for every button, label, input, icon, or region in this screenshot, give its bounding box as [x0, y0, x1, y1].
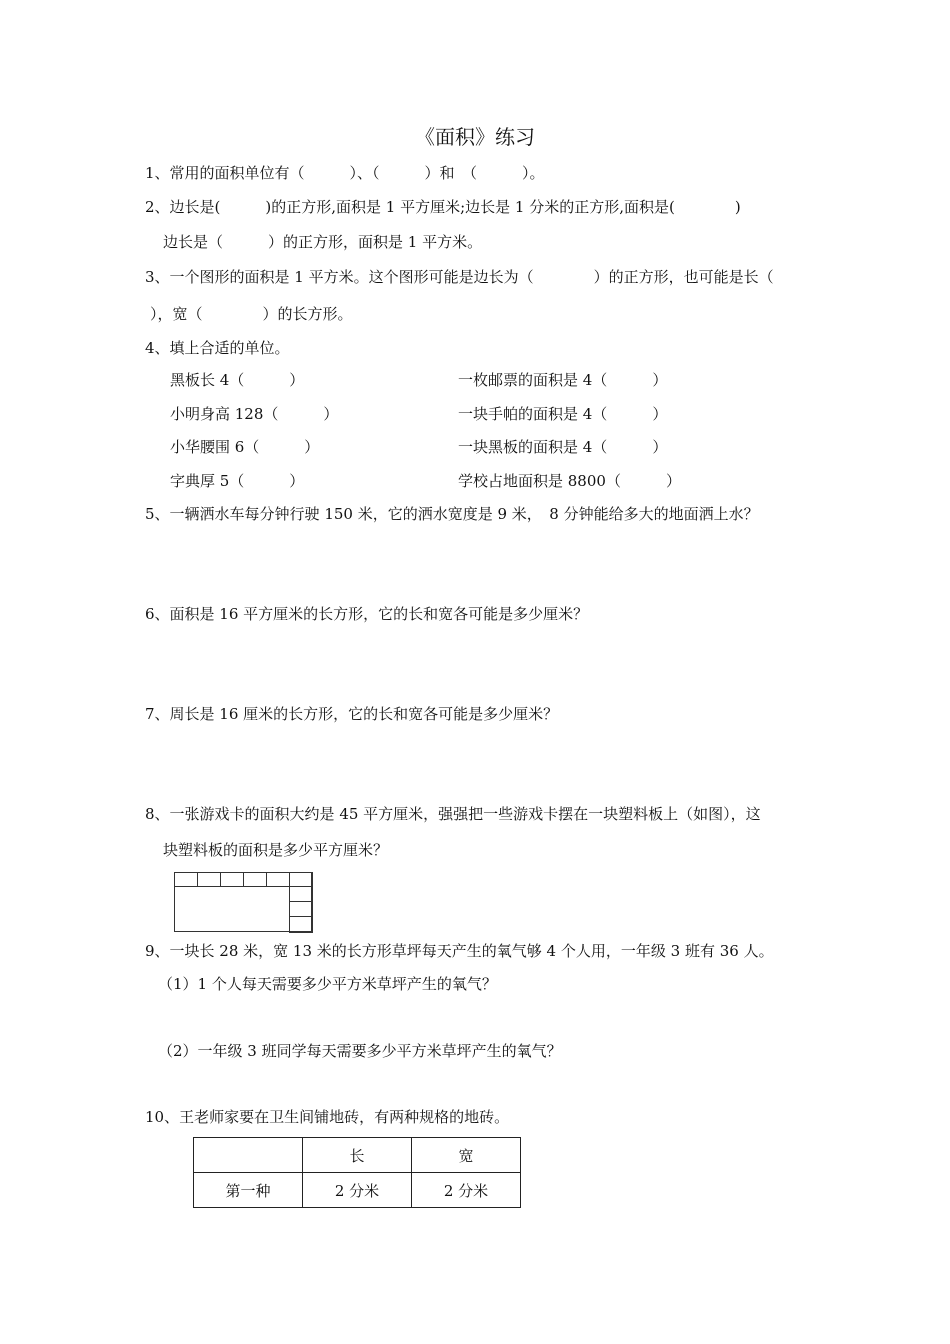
question-4-item: 字典厚 5（ ） [170, 472, 305, 490]
card-cell [220, 872, 244, 887]
card-cell [289, 886, 313, 902]
question-3-line-1: 3、一个图形的面积是 1 平方米。这个图形可能是边长为（ ）的正方形，也可能是长（ [145, 268, 774, 286]
question-2-line-2: 边长是（ ）的正方形，面积是 1 平方米。 [163, 233, 483, 251]
question-1: 1、常用的面积单位有（ ）、（ ）和 （ ）。 [145, 164, 545, 182]
table-cell: 2 分米 [303, 1173, 412, 1208]
question-3-line-2: ），宽（ ）的长方形。 [150, 305, 353, 323]
table-row [194, 1173, 521, 1208]
question-7: 7、周长是 16 厘米的长方形，它的长和宽各可能是多少厘米？ [145, 705, 559, 723]
question-2-line-1: 2、边长是( )的正方形,面积是 1 平方厘米;边长是 1 分米的正方形,面积是( ) [145, 198, 741, 216]
page-title: 《面积》练习 [415, 125, 535, 149]
question-4-item: 小华腰围 6（ ） [170, 438, 320, 456]
question-4-item: 一块黑板的面积是 4（ ） [458, 438, 668, 456]
game-card-board-figure [174, 872, 312, 932]
table-cell: 第一种 [194, 1173, 303, 1208]
question-4-item: 小明身高 128（ ） [170, 405, 339, 423]
card-cell [289, 916, 313, 933]
question-8-line-1: 8、一张游戏卡的面积大约是 45 平方厘米，强强把一些游戏卡摆在一块塑料板上（如图），这 [145, 805, 761, 823]
table-header-cell [194, 1138, 303, 1173]
card-cell [289, 872, 313, 887]
question-4-item: 一块手帕的面积是 4（ ） [458, 405, 668, 423]
question-10: 10、王老师家要在卫生间铺地砖，有两种规格的地砖。 [145, 1108, 510, 1126]
table-header-cell: 长 [303, 1138, 412, 1173]
question-8-line-2: 块塑料板的面积是多少平方厘米？ [163, 841, 389, 859]
question-9-part-1: （1）1 个人每天需要多少平方米草坪产生的氧气？ [158, 975, 497, 993]
card-cell [174, 872, 198, 887]
question-6: 6、面积是 16 平方厘米的长方形，它的长和宽各可能是多少厘米？ [145, 605, 589, 623]
question-4: 4、填上合适的单位。 [145, 339, 290, 357]
question-9-part-2: （2）一年级 3 班同学每天需要多少平方米草坪产生的氧气？ [158, 1042, 562, 1060]
table-header-cell: 宽 [412, 1138, 521, 1173]
table-cell: 2 分米 [412, 1173, 521, 1208]
question-4-item: 学校占地面积是 8800（ ） [458, 472, 681, 490]
card-cell [197, 872, 221, 887]
table-header-row [194, 1138, 521, 1173]
card-cell [289, 901, 313, 917]
question-4-item: 一枚邮票的面积是 4（ ） [458, 371, 668, 389]
card-cell [266, 872, 290, 887]
question-5: 5、一辆洒水车每分钟行驶 150 米，它的洒水宽度是 9 米， 8 分钟能给多大的地面洒上水？ [145, 505, 759, 523]
question-4-item: 黑板长 4（ ） [170, 371, 305, 389]
tile-spec-table [193, 1137, 521, 1208]
question-9: 9、一块长 28 米，宽 13 米的长方形草坪每天产生的氧气够 4 个人用，一年级 3 班有 36 人。 [145, 942, 774, 960]
card-cell [243, 872, 267, 887]
